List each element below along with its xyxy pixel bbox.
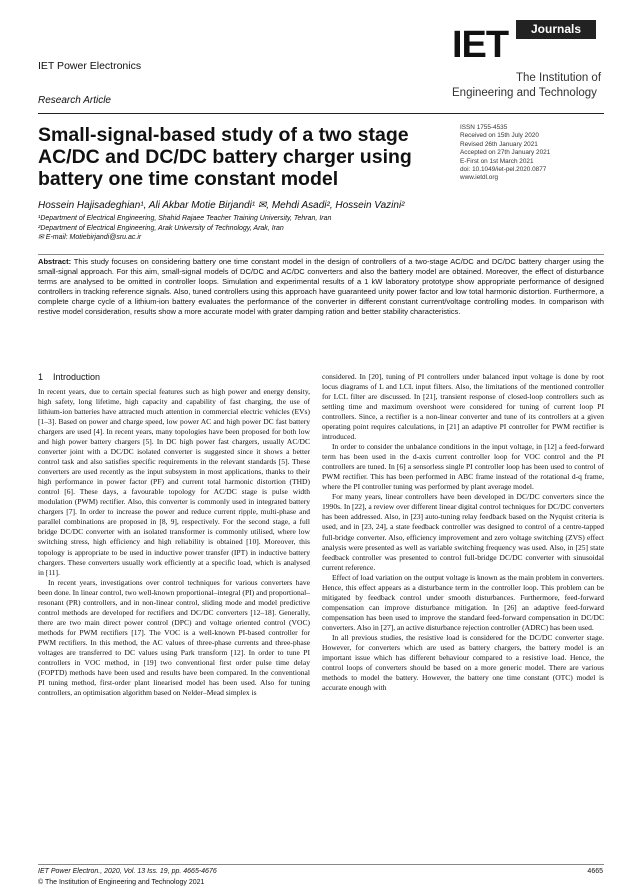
corresponding-email[interactable]: ✉ E-mail: Motiebirjandi@sru.ac.ir [38,234,142,241]
article-meta [460,124,610,183]
abstract-divider [38,254,604,255]
meta-received: Received on 15th July 2020 [460,132,539,140]
logo-line2: Engineering and Technology [452,87,597,99]
footer-divider [38,864,604,865]
paper-title: Small-signal-based study of a two stage AC/DC and DC/DC battery charger using battery one time constant model [38,124,412,190]
body-column-left [38,387,310,698]
author-list: Hossein Hajisadeghian¹, Ali Akbar Motie Birjandi¹ ✉, Mehdi Asadi², Hossein Vazini² [38,200,405,211]
section-heading [38,372,100,382]
article-type: Research Article [38,95,111,106]
paragraph: In recent years, investigations over control techniques for various converters have been done. In linear control, two well-known proportional–integral (PI) and proportional–resonant (PR) controllers, and in non-linear control, sliding mode and model predictive control methods are developed for rectifiers and DC/DC converters [12–18]. Generally, there are two main direct power control (DPC) and voltage oriented control (VOC) methods for PWM rectifiers [17]. The VOC is a well-known PI-based controller for PWM rectifiers. In this method, the AC values of three-phase currents and three-phase voltages are transferred to DC values using Park transform [12]. In order to tune PI controllers in VOC method, in [19] two conventional first order pulse time delay (FOPTD) methods have been used and results have been compared. In the conventional PI tuning method, first-order plant linearised model has been used. Also for tuning controllers, an optimisation algorithm based on Nelder–Mead simplex is [38,577,310,697]
paragraph: considered. In [20], tuning of PI controllers under balanced input voltage is done by root locus diagrams of L and LCL input filters. Also, the limitations of the mentioned controller for LCL filter are discussed. In [21], transient response of closed-loop controllers such as settling time and maximum overshoot were considered for tuning of current loop PI controllers. Since, a rectifier is a non-linear converter and tune of its controllers at a given operating point requires calculations, in [21] an adaptive PI controller for PWM rectifier is introduced. [322,372,604,442]
paragraph: Effect of load variation on the output voltage is known as the main problem in converters. Hence, this effect appears as a disturbance term in the controller loop. This problem can be mitigated by feedback control under smooth disturbances. Furthermore, feed-forward compensation can improve disturbance mitigation. In [26] an adaptive feed-forward compensation has been used to improve the standard feed-forward compensation in DC/DC converters. Also in [27], an active disturbance rejection controller (ADRC) has been used. [322,572,604,632]
paragraph: In all previous studies, the resistive load is considered for the DC/DC converter stage. However, for converters which are used as battery chargers, the battery model is an important issue which has different behaviour compared to a resistive load. Hence, the control loops of converters should be based on a more generic model. There are various methods to model the battery. However, the battery one time constant (OTC) model is accurate enough with [322,632,604,692]
paragraph: For many years, linear controllers have been developed in DC/DC converters since the 1990s. In [22], a review over different linear digital control techniques for DC/DC converters has been addressed. Also, in [23] auto-tuning relay feedback based on the Nyquist criteria is used, and in [23, 24], a state feedback controller was designed to control of a centre-tapped full-bridge converter. Also, efficiency improvement and zero voltage switching (ZVS) effect analysis were presented as well as variable switching frequency was used. Also, in [25] state feedback controller was presented to control full-bridge DC/DC converter with sinusoidal current reference. [322,492,604,572]
footer-copyright: © The Institution of Engineering and Technology 2021 [38,879,205,886]
meta-revised: Revised 26th January 2021 [460,140,538,148]
meta-doi[interactable]: doi: 10.1049/iet-pel.2020.0877 [460,166,547,174]
logo-line1: The Institution of [516,72,602,84]
abstract-label: Abstract: [38,257,72,266]
body-column-right [322,372,604,693]
page-number: 4665 [587,868,603,875]
abstract [38,257,604,317]
iet-logo [452,20,602,108]
paragraph: In recent years, due to certain special features such as high power and energy density, high safety, long lifetime, high capacity and capability of fast charging, the use of lithium-ion batteries have attracted much attention in commercial electric vehicles (EVs) [1–3]. Based on power and charge speed, low power AC and high power DC fast battery chargers are used [4]. In recent years, many topologies have been proposed for both low and high power battery chargers [5]. In DC high power fast chargers, usually AC/DC converter joint with a DC/DC isolated converter is suggested since it shows a better control task and also satisfies specific requirements in the relevant standards [5]. These converters are used recently as the input subsystem in most applications, thanks to their high performance in power factor (PF) and current total harmonic distortion (THD) control [6]. These days, a favourable topology for AC/DC stage is pulse width modulation (PWM) rectifier. Also, this converter is commonly used in integrated battery chargers [7]. In order to increase the power and reduce current ripple, multi-phase and parallel combinations are proposed in [8, 9], respectively. For the second stage, a full bridge DC/DC converter with an isolated transformer is commonly utilised, where low switching stress, high efficiency and high reliability is obtained [10]. Moreover, this topology is appropriate to be used in inductive power transfer (IPT) in inductive battery chargers. These converters usually work efficiently at a specific load, which is analysed in [11]. [38,387,310,577]
header-divider [38,113,604,114]
logo-mark: IET [452,24,509,66]
affiliation-1: ¹Department of Electrical Engineering, Shahid Rajaee Teacher Training University, Tehran, Iran [38,215,332,222]
paragraph: In order to consider the unbalance conditions in the input voltage, in [12] a feed-forward term has been used in the d-axis current controller loop for VOC control and the PI controllers are tuned. In [6] a sensorless single PI controller loop has been used to control of PWM rectifier. This has been performed in ABC frame instead of the rotational d-q frame, where the PI controller tuning was performed by plant average model. [322,442,604,492]
abstract-text: This study focuses on considering battery one time constant model in the design of controllers of a two-stage AC/DC and DC/DC battery charger using the small-signal approach. For this aim, small-signal models of DC/DC and AC/DC converters and also the battery model are obtained. Moreover, the effect of disturbance terms are analysed to be omitted in controller loops. Simulation and experimental results of a 1 kW laboratory prototype show appropriate performance of designed controllers in tracking reference signals. Also, tuned controllers using this approach have guaranteed unity power factor and low total harmonic distortion. Furthermore, a complete charge cycle of a lithium-ion battery evaluates the performance of the converter in different constant current/voltage controlling modes. In comparison with restive model consideration, results show a more accurate model with grater damping ration and better stability characteristics. [38,257,604,316]
logo-badge: Journals [516,20,596,39]
meta-efirst: E-First on 1st March 2021 [460,157,534,165]
journal-name: IET Power Electronics [38,60,142,72]
meta-accepted: Accepted on 27th January 2021 [460,149,551,157]
footer-citation: IET Power Electron., 2020, Vol. 13 Iss. 19, pp. 4665-4676 [38,868,217,875]
section-title: Introduction [53,372,101,382]
section-number: 1 [38,372,44,382]
meta-website[interactable]: www.ietdl.org [460,174,499,182]
affiliation-2: ²Department of Electrical Engineering, Arak University of Technology, Arak, Iran [38,224,284,232]
affiliations [38,214,331,243]
meta-issn: ISSN 1755-4535 [460,124,508,131]
